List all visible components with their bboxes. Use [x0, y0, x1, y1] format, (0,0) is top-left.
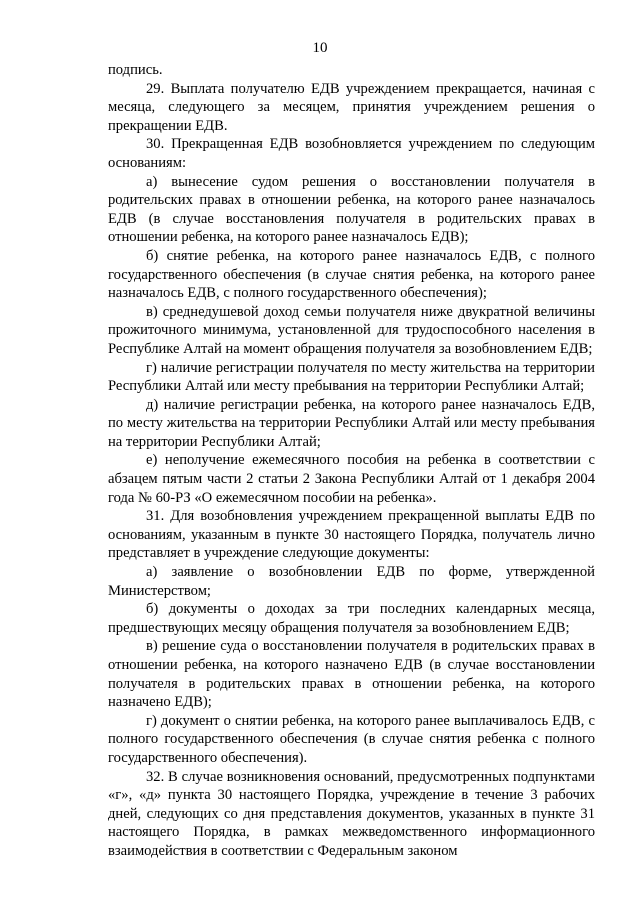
paragraph-continuation: подпись. [108, 62, 163, 78]
page-number: 10 [312, 40, 328, 56]
paragraph-30-v: в) среднедушевой доход семьи получателя ниже двукратной величины прожиточного минимума, установленной для трудоспособного населения в Республике Алтай на момент обращения получателя за возобновлением ЕДВ; [108, 303, 595, 357]
paragraph-31-a: а) заявление о возобновлении ЕДВ по форме, утвержденной Министерством; [108, 564, 595, 599]
paragraph-30-a: а) вынесение судом решения о восстановлении получателя в родительских правах в отношении ребенка, на которого ранее назначалось ЕДВ (в случае восстановления получателя в родительских правах в отношении ребенка, на которого ранее назначалось ЕДВ); [108, 173, 595, 246]
paragraph-31-v: в) решение суда о восстановлении получателя в родительских правах в отношении ребенка, на которого назначено ЕДВ (в случае восстановлении получателя в родительских правах в отношении ребенка, на которого назначено ЕДВ); [108, 638, 595, 711]
paragraph-29: 29. Выплата получателю ЕДВ учреждением прекращается, начиная с месяца, следующего за месяцем, принятия учреждением решения о прекращении ЕДВ. [108, 80, 595, 134]
paragraph-32: 32. В случае возникновения оснований, предусмотренных подпунктами «г», «д» пункта 30 настоящего Порядка, учреждение в течение 3 рабочих дней, следующих со дня представления документов, указанных в пункте 31 настоящего Порядка, в рамках межведомственного информационного взаимодействия в соответствии с Федеральным законом [108, 768, 595, 859]
paragraph-30-g: г) наличие регистрации получателя по месту жительства на территории Республики Алтай или месту пребывания на территории Республики Алтай; [108, 359, 595, 395]
paragraph-30-e: е) неполучение ежемесячного пособия на ребенка в соответствии с абзацем пятым части 2 статьи 2 Закона Республики Алтай от 1 декабря 2004 года № 60-РЗ «О ежемесячном пособии на ребенка». [108, 452, 595, 506]
paragraph-30-d: д) наличие регистрации ребенка, на которого ранее назначалось ЕДВ, по месту жительства на территории Республики Алтай или месту пребывания на территории Республики Алтай; [108, 396, 595, 450]
paragraph-31-b: б) документы о доходах за три последних календарных месяца, предшествующих месяцу обращения получателя за возобновлением ЕДВ; [108, 601, 595, 636]
paragraph-31: 31. Для возобновления учреждением прекращенной выплаты ЕДВ по основаниям, указанным в пункте 30 настоящего Порядка, получатель лично представляет в учреждение следующие документы: [108, 508, 595, 562]
document-body [108, 61, 595, 861]
paragraph-30: 30. Прекращенная ЕДВ возобновляется учреждением по следующим основаниям: [108, 136, 595, 171]
paragraph-30-b: б) снятие ребенка, на которого ранее назначалось ЕДВ, с полного государственного обеспечения (в случае снятия ребенка, на которого ранее назначалось ЕДВ, с полного государственного обеспечения); [108, 247, 595, 302]
paragraph-31-g: г) документ о снятии ребенка, на которого ранее выплачивалось ЕДВ, с полного государственного обеспечения (в случае снятия ребенка с полного государственного обеспечения). [108, 712, 595, 766]
